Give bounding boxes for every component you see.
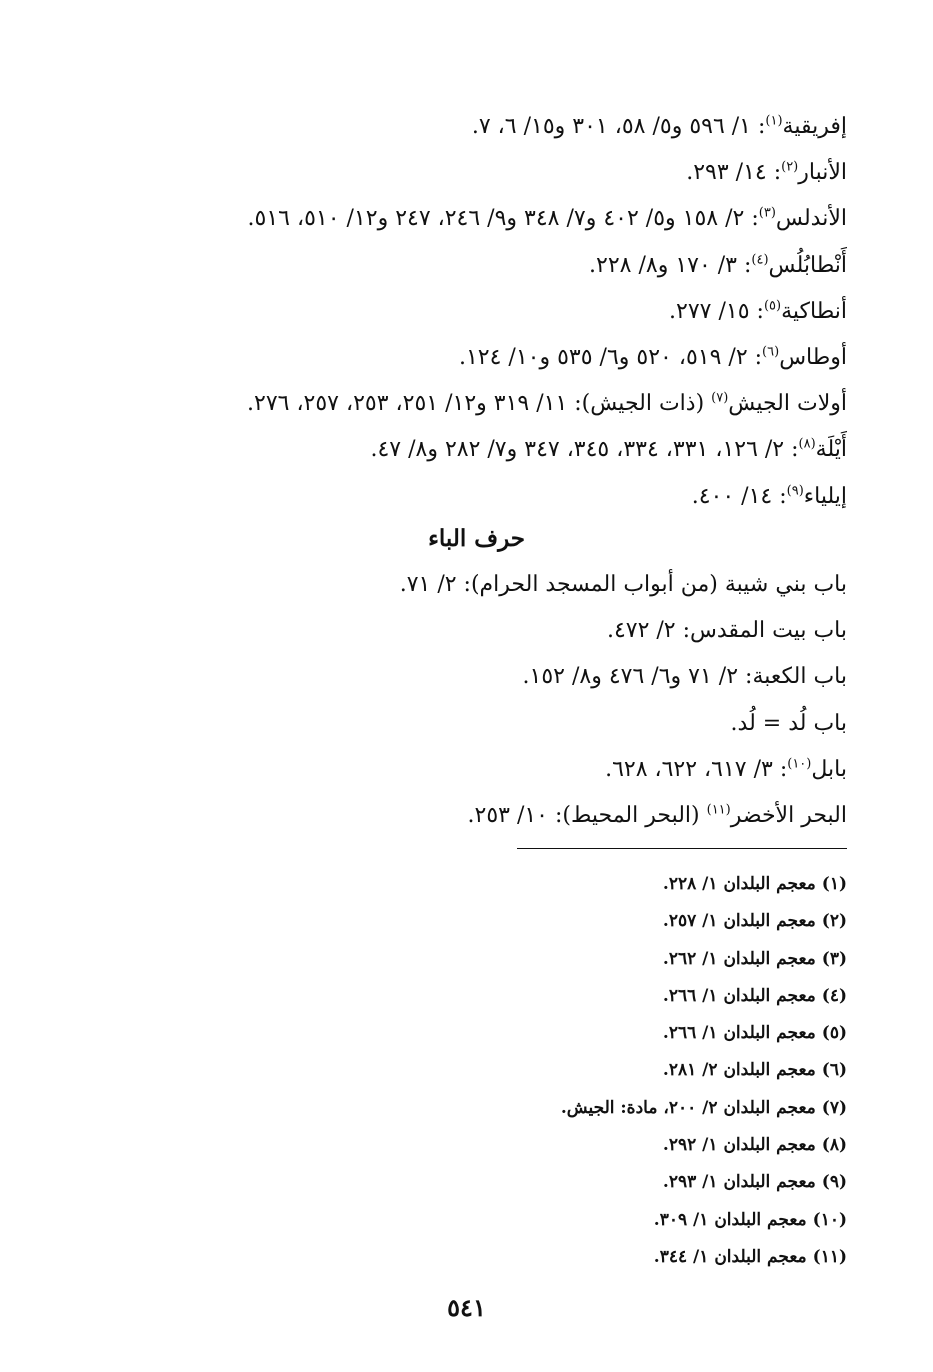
- index-entry: [67, 104, 847, 150]
- index-entry: [67, 243, 847, 289]
- footnote: [347, 1202, 847, 1239]
- entry-refs: (ذات الجيش): ١١/ ٣١٩ و١٢/ ٢٥١، ٢٥٣، ٢٥٧، ٢٧٦.: [247, 391, 712, 417]
- entry-refs: : ٢/ ٥١٩، ٥٢٠ و٦/ ٥٣٥ و١٠/ ١٢٤.: [458, 344, 763, 370]
- footnote: [347, 1090, 847, 1127]
- footnotes: [347, 866, 847, 1276]
- entry-refs: : ٢/ ٧١.: [399, 572, 471, 597]
- entry-refs: : ١/ ٥٩٦ و٥/ ٥٨، ٣٠١ و١٥/ ٦، ٧.: [471, 114, 766, 139]
- entry-term: باب بني شيبة (من أبواب المسجد الحرام): [470, 572, 847, 597]
- footnote-number: (١): [821, 874, 847, 894]
- footnote-number: (١٠): [812, 1209, 847, 1230]
- entry-term: أوطاس: [779, 344, 847, 370]
- footnote-marker: (١٠): [787, 756, 812, 772]
- index-entry: [67, 474, 847, 520]
- page-number: ٥٤١: [447, 1293, 486, 1322]
- entry-refs: (البحر المحيط): ١٠/ ٢٥٣.: [467, 802, 707, 828]
- index-entry: [67, 289, 847, 335]
- footnote-number: (٢): [821, 911, 847, 932]
- index-entry: [67, 381, 847, 427]
- footnote-marker: (٧): [711, 390, 729, 406]
- footnote-marker: (٣): [758, 206, 776, 222]
- entry-refs: : ٣/ ١٧٠ و٨/ ٢٢٨.: [589, 252, 752, 278]
- entry-refs: : ١٥/ ٢٧٧.: [669, 298, 764, 324]
- footnote-text: معجم البلدان ١/ ٢٢٨.: [662, 874, 816, 894]
- footnote-marker: (١١): [706, 802, 731, 818]
- footnote: [347, 903, 847, 940]
- footnote-text: معجم البلدان ١/ ٢٦٦.: [662, 1023, 816, 1044]
- footnote-number: (١١): [812, 1246, 847, 1267]
- footnote-marker: (٨): [798, 436, 816, 452]
- footnote-number: (٧): [821, 1097, 847, 1118]
- entry-refs: : ٢/ ١٢٦، ٣٣١، ٣٣٤، ٣٤٥، ٣٤٧ و٧/ ٢٨٢ و٨/ ٤٧.: [370, 437, 799, 463]
- footnote-marker: (٦): [762, 344, 780, 360]
- footnote-separator: [517, 848, 847, 849]
- footnote-text: معجم البلدان ١/ ٢٥٧.: [662, 911, 816, 932]
- entry-term: إفريقية: [782, 114, 847, 139]
- entry-term: إيلياء: [803, 483, 847, 509]
- index-entries-alif: [67, 104, 847, 520]
- entry-refs: : ٢/ ٤٧٢.: [606, 618, 691, 644]
- footnote: [347, 866, 847, 903]
- footnote: [347, 1127, 847, 1164]
- footnote: [347, 941, 847, 978]
- entry-term: الأندلس: [775, 206, 847, 232]
- entry-refs: : ١٤/ ٢٩٣.: [686, 160, 782, 186]
- entry-term: أنطاكية: [781, 298, 847, 324]
- index-entry: [67, 150, 847, 196]
- index-entry: [67, 608, 847, 654]
- footnote-number: (٥): [821, 1023, 847, 1044]
- index-entries-ba: [67, 562, 847, 839]
- footnote-number: (٨): [821, 1135, 847, 1156]
- entry-term: أولات الجيش: [728, 391, 847, 417]
- entry-term: الأنبار: [798, 160, 847, 186]
- entry-term: أَنْطابُلُس: [768, 252, 847, 278]
- footnote-text: معجم البلدان ١/ ٢٦٢.: [662, 948, 816, 969]
- entry-term: باب لُد = لُد.: [730, 710, 847, 736]
- index-entry: [67, 196, 847, 242]
- footnote-text: معجم البلدان ٢/ ٢٠٠، مادة: الجيش.: [560, 1097, 816, 1118]
- index-entry: [67, 335, 847, 381]
- footnote-marker: (٩): [786, 483, 804, 499]
- entry-term: البحر الأخضر: [730, 802, 847, 828]
- footnote-text: معجم البلدان ١/ ٣٤٤.: [653, 1246, 807, 1267]
- section-heading: حرف الباء: [428, 525, 525, 552]
- footnote-marker: (٥): [763, 298, 782, 314]
- footnote-text: معجم البلدان ١/ ٢٩٢.: [662, 1135, 816, 1156]
- footnote-text: معجم البلدان ١/ ٢٩٣.: [662, 1172, 816, 1193]
- entry-term: بابل: [811, 756, 847, 782]
- footnote-number: (٣): [821, 948, 847, 969]
- footnote-number: (٩): [821, 1172, 847, 1193]
- entry-term: أَيْلَة: [815, 437, 847, 463]
- index-entry: [67, 793, 847, 839]
- footnote-text: معجم البلدان ١/ ٣٠٩.: [653, 1209, 807, 1230]
- footnote-text: معجم البلدان ٢/ ٢٨١.: [662, 1060, 816, 1081]
- index-entry: [67, 747, 847, 793]
- footnote-number: (٤): [821, 985, 847, 1006]
- entry-refs: : ٣/ ٦١٧، ٦٢٢، ٦٢٨.: [605, 756, 788, 782]
- index-entry: [67, 654, 847, 700]
- entry-term: باب بيت المقدس: [690, 618, 847, 644]
- entry-refs: : ١٤/ ٤٠٠.: [691, 483, 787, 509]
- footnote: [347, 1239, 847, 1276]
- footnote-marker: (٢): [781, 159, 799, 175]
- index-entry: [67, 427, 847, 473]
- index-entry: [67, 701, 847, 747]
- entry-refs: : ٢/ ٧١ و٦/ ٤٧٦ و٨/ ١٥٢.: [522, 664, 753, 690]
- footnote: [347, 1164, 847, 1201]
- footnote-text: معجم البلدان ١/ ٢٦٦.: [662, 985, 816, 1006]
- footnote: [347, 1015, 847, 1052]
- index-entry: [67, 562, 847, 608]
- footnote: [347, 978, 847, 1015]
- entry-term: باب الكعبة: [752, 664, 847, 690]
- footnote: [347, 1052, 847, 1089]
- entry-refs: : ٢/ ١٥٨ و٥/ ٤٠٢ و٧/ ٣٤٨ و٩/ ٢٤٦، ٢٤٧ و١٢/ ٥١٠، ٥١٦.: [247, 206, 759, 232]
- footnote-marker: (٤): [751, 252, 769, 268]
- footnote-marker: (١): [765, 113, 783, 129]
- footnote-number: (٦): [821, 1060, 847, 1081]
